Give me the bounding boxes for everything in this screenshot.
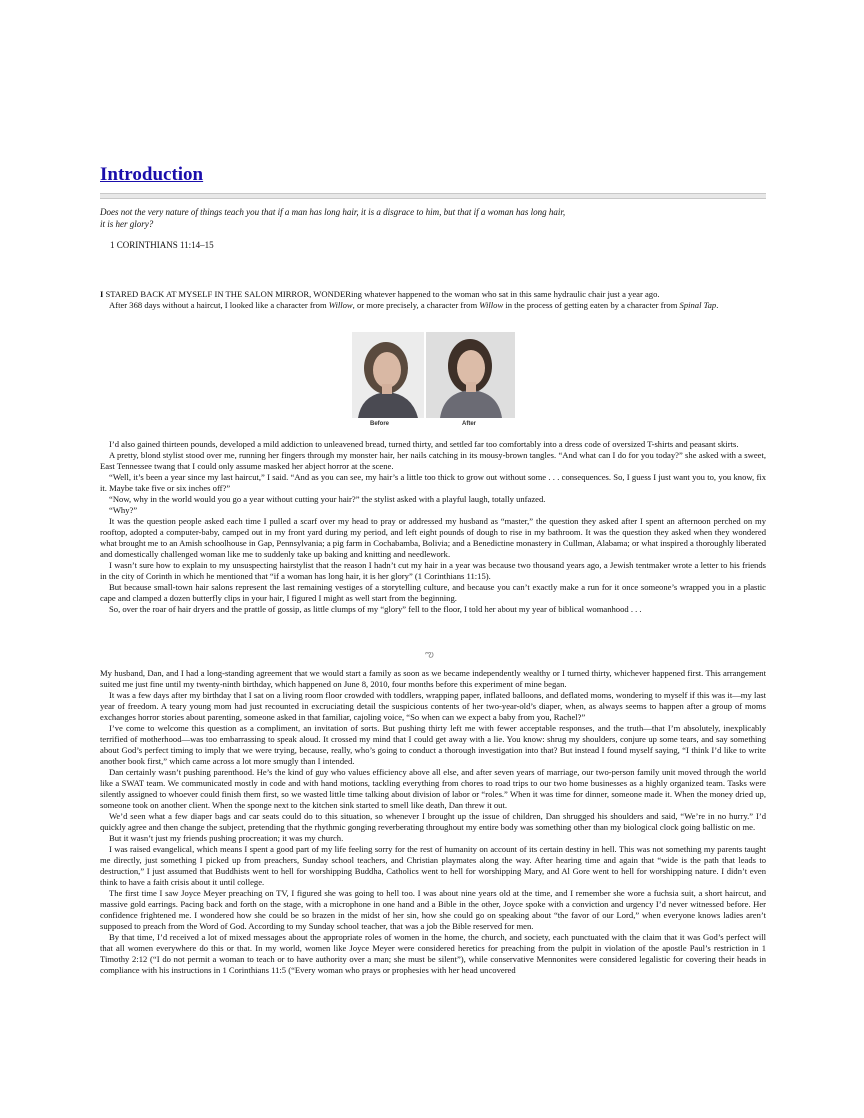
paragraph: I’ve come to welcome this question as a compliment, an invitation of sorts. But pushing thirty left me with fewer acceptable responses, and the truth—that I’m absolutely, inexplicably terrified of motherhood—was too embarrassing to speak aloud. It crossed my mind that I could get away with a lie. You know: shrug my shoulders, conjure up some tears, and say something about God’s perfect timing to imply that we were trying, because, really, who’s going to conduct a thorough investigation into that? But instead I found myself saying, “I think I’d like to write another book first,” which came across a lot more smugly than I intended.	[100, 723, 766, 766]
drop-cap: I	[100, 289, 104, 299]
paragraph: “Now, why in the world would you go a year without cutting your hair?” the stylist asked with a playful laugh, totally unfazed.	[109, 494, 546, 504]
section-ornament-icon: ఌ	[425, 649, 434, 660]
paragraph: But it wasn’t just my friends pushing procreation; it was my church.	[109, 833, 344, 843]
epigraph: Does not the very nature of things teach you that if a man has long hair, it is a disgrace to him, but that if a woman has long hair, it is her glory?	[100, 207, 566, 229]
text-span: in the process of getting eaten by a character from	[503, 300, 680, 310]
paragraph: I was raised evangelical, which means I spent a good part of my life feeling sorry for the rest of humanity on account of its certain destiny in hell. This was not something my parents taught me directly, just something I picked up from preachers, Sunday school teachers, and Christian playmates along the way. After hearing time and again that “wide is the path that leads to destruction,” I just assumed that Buddhists went to hell for worshipping Buddha, Catholics went to hell for worshipping Mary, and Al Gore went to hell for worshipping nature. I didn’t even think to have a faith crisis about it until college.	[100, 844, 766, 887]
paragraph: The first time I saw Joyce Meyer preaching on TV, I figured she was going to hell too. I was about nine years old at the time, and I remember she wore a fuchsia suit, a short haircut, and massive gold earrings. Pacing back and forth on the stage, with a microphone in one hand and a Bible in the other, Joyce spoke with a conviction and urgency I’d never witnessed before. Her confidence frightened me. I wondered how she could be so brazen in the midst of her sin, how she could go on speaking about “the favor of our Lord,” when everyone knows ladies aren’t supposed to preach from the Word of God. According to my Sunday school teacher, that was a job the Bible reserved for men.	[100, 888, 766, 931]
opening-second	[100, 300, 766, 311]
paragraph: So, over the roar of hair dryers and the prattle of gossip, as little clumps of my “glory” fell to the floor, I told her about my year of biblical womanhood . . .	[109, 604, 642, 614]
after-caption: After	[462, 421, 477, 427]
paragraph: But because small-town hair salons represent the last remaining vestiges of a storytelling culture, and because you can’t exactly make a run for it once someone’s wrapped you in a plastic cape and clamped a dozen butterfly clips in your hair, I figured I might as well start from the beginning.	[100, 582, 766, 603]
paragraph: I wasn’t sure how to explain to my unsuspecting hairstylist that the reason I hadn’t cut my hair in a year was because two thousand years ago, a Jewish tentmaker wrote a letter to his friends in the city of Corinth in which he mentioned that “if a woman has long hair, it is her glory” (1 Corinthians 11:15).	[100, 560, 766, 581]
opening-text: STARED BACK AT MYSELF IN THE SALON MIRROR, WONDERing whatever happened to the woman who sat in this same hydraulic chair just a year ago.	[103, 289, 660, 299]
chapter-title-link[interactable]: Introduction	[100, 164, 204, 185]
paragraph: My husband, Dan, and I had a long-standing agreement that we would start a family as soon as we became independently wealthy or I turned thirty, whichever happened first. This arrangement suited me just fine until my twenty-ninth birthday, which happened on June 8, 2010, four months before this experiment of mine began.	[100, 668, 766, 689]
paragraph: “Why?”	[109, 505, 138, 515]
paragraph: It was the question people asked each time I pulled a scarf over my head to pray or addressed my husband as “master,” the question they asked after I spent an afternoon perched on my rooftop, adopted a computer-baby, camped out in my front yard during my period, and left eight pounds of dough to rise in my bathroom. It was the question they asked when they wondered what brought me to an Amish schoolhouse in Gap, Pennsylvania; a pig farm in Cochabamba, Bolivia; and a Benedictine monastery in Cullman, Alabama; or what inspired a thoroughly liberated and domestically challenged woman like me to suddenly take up baking and knitting and needlework.	[100, 516, 766, 559]
before-after-figure	[352, 332, 515, 432]
before-photo	[352, 332, 424, 418]
after-photo	[426, 332, 515, 418]
opening-line	[100, 289, 766, 300]
paragraph: It was a few days after my birthday that I sat on a living room floor crowded with toddlers, wrapping paper, inflated balloons, and deflated moms, wondering to myself if this was it—my last year of freedom. A teary young mom had just recounted in excruciating detail the suspicious contents of her two-year-old’s diaper, when, as always seems to happen after a group of moms exchanges horror stories about parenting, someone asked in that familiar, cajoling voice, “So when can we expect a baby from you, Rachel?”	[100, 690, 766, 722]
section-one	[100, 439, 766, 615]
before-caption: Before	[370, 421, 390, 427]
title-willow: Willow	[479, 300, 504, 310]
section-two	[100, 668, 766, 976]
title-willow: Willow	[328, 300, 353, 310]
text-span: After 368 days without a haircut, I looked like a character from	[109, 300, 329, 310]
opening-paragraphs	[100, 289, 766, 311]
text-span: .	[716, 300, 719, 310]
paragraph: “Well, it’s been a year since my last haircut,” I said. “And as you can see, my hair’s a little too thick to grow out without some . . . consequences. So, I guess I just want you to, you know, fix it. Maybe take five or six inches off?”	[100, 472, 766, 493]
paragraph: By that time, I’d received a lot of mixed messages about the appropriate roles of women in the home, the church, and society, each punctuated with the claim that it was God’s perfect will that all women everywhere do this or that. In my world, women like Joyce Meyer were considered heretics for preaching from the pulpit in violation of the apostle Paul’s restriction in 1 Timothy 2:12 (“I do not permit a woman to teach or to have authority over a man; she must be silent”), while conservative Mennonites were considered legalistic for covering their heads in compliance with his instructions in 1 Corinthians 11:5 (“Every woman who prays or prophesies with her head uncovered	[100, 932, 766, 975]
paragraph: Dan certainly wasn’t pushing parenthood. He’s the kind of guy who values efficiency above all else, and after seven years of marriage, our two-person family unit moved through the world like a SWAT team. We communicated mostly in code and with hand motions, tackling everything from chores to road trips to our two home businesses as a highly organized team. Tasks were silently assigned to whoever could finish them first, so we wasted little time talking about division of labor or “roles.” When it was time for dinner, someone made it. When the money dried up, someone took on another client. When the sponge next to the kitchen sink started to smell like death, Dan threw it out.	[100, 767, 766, 810]
paragraph: A pretty, blond stylist stood over me, running her fingers through my monster hair, her nails catching in its mousy-brown tangles. “And what can I do for you today?” she asked with a sweet, East Tennessee twang that I could only assume masked her abject horror at the scene.	[100, 450, 766, 471]
title-divider	[100, 193, 766, 199]
title-spinal-tap: Spinal Tap	[679, 300, 717, 310]
paragraph: We’d seen what a few diaper bags and car seats could do to this situation, so whenever I brought up the issue of children, Dan shrugged his shoulders and said, “We’re in no hurry.” I’d quickly agree and then change the subject, pretending that the rhythmic gonging reverberating throughout my entire body was something other than my biological clock going ballistic on me.	[100, 811, 766, 832]
text-span: , or more precisely, a character from	[352, 300, 480, 310]
paragraph: I’d also gained thirteen pounds, developed a mild addiction to unleavened bread, turned thirty, and settled far too comfortably into a dress code of oversized T-shirts and peasant skirts.	[109, 439, 739, 449]
epigraph-source: 1 CORINTHIANS 11:14–15	[110, 240, 214, 250]
